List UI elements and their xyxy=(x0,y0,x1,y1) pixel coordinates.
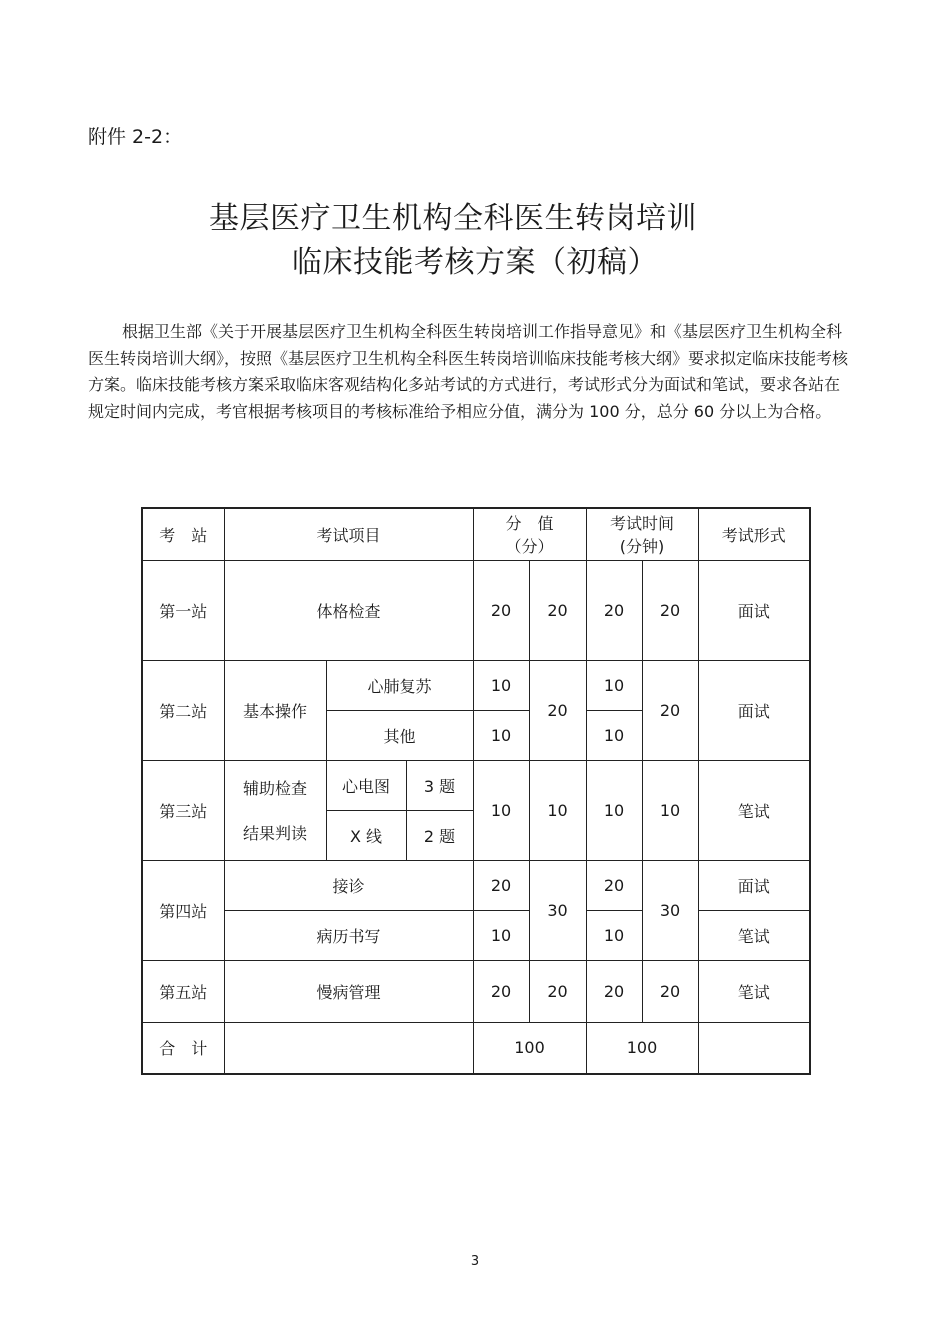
time-cell: 20 xyxy=(642,560,698,660)
table-row xyxy=(142,760,810,810)
time-cell: 10 xyxy=(586,910,642,960)
item-line: 结果判读 xyxy=(242,824,307,843)
format-cell: 笔试 xyxy=(698,910,810,960)
exam-schedule-table xyxy=(141,507,811,1075)
question-count-cell: 2 题 xyxy=(406,810,473,860)
question-count-cell: 3 题 xyxy=(406,760,473,810)
score-cell: 10 xyxy=(473,710,529,760)
table-row xyxy=(142,560,810,660)
table-row xyxy=(142,660,810,710)
total-time: 100 xyxy=(586,1022,698,1074)
table-header-row xyxy=(142,508,810,560)
format-cell: 笔试 xyxy=(698,960,810,1022)
time-cell: 20 xyxy=(642,960,698,1022)
score-cell: 10 xyxy=(473,910,529,960)
score-total-cell: 30 xyxy=(529,860,586,960)
item-cell: 基本操作 xyxy=(224,660,326,760)
sub-item-cell: 心电图 xyxy=(326,760,406,810)
score-cell: 20 xyxy=(529,960,586,1022)
station-cell: 第三站 xyxy=(142,760,224,860)
item-cell: 病历书写 xyxy=(224,910,473,960)
intro-text: 根据卫生部《关于开展基层医疗卫生机构全科医生转岗培训工作指导意见》和《基层医疗卫生机构全科医生转岗培训大纲》，按照《基层医疗卫生机构全科医生转岗培训临床技能考核大纲》要求拟定临床技能考核方案。临床技能考核方案采取临床客观结构化多站考试的方式进行，考试形式分为面试和笔试，要求各站在规定时间内完成，考官根据考核项目的考核标准给予相应分值，满分为 100 分，总分 60 分以上为合格。 xyxy=(88,322,849,421)
item-cell: 接诊 xyxy=(224,860,473,910)
header-time-label: 考试时间 xyxy=(610,514,675,534)
table-row xyxy=(142,860,810,910)
attachment-label: 附件 2-2： xyxy=(88,126,183,148)
table-row xyxy=(142,910,810,960)
format-cell: 面试 xyxy=(698,860,810,910)
item-cell xyxy=(224,760,326,860)
time-cell: 20 xyxy=(586,960,642,1022)
header-item: 考试项目 xyxy=(224,508,473,560)
time-total-cell: 20 xyxy=(642,660,698,760)
document-title-line2: 临床技能考核方案（初稿） xyxy=(292,245,658,280)
header-score xyxy=(473,508,586,560)
header-station: 考 站 xyxy=(142,508,224,560)
header-format: 考试形式 xyxy=(698,508,810,560)
time-cell: 10 xyxy=(642,760,698,860)
time-total-cell: 30 xyxy=(642,860,698,960)
score-cell: 10 xyxy=(529,760,586,860)
score-cell: 10 xyxy=(473,760,529,860)
item-line: 辅助检查 xyxy=(242,779,307,798)
item-cell: 体格检查 xyxy=(224,560,473,660)
station-cell: 第一站 xyxy=(142,560,224,660)
score-cell: 20 xyxy=(529,560,586,660)
score-cell: 10 xyxy=(473,660,529,710)
score-cell: 20 xyxy=(473,860,529,910)
sub-item-cell: X 线 xyxy=(326,810,406,860)
total-label: 合 计 xyxy=(142,1022,224,1074)
table-row xyxy=(142,960,810,1022)
time-cell: 10 xyxy=(586,710,642,760)
sub-item-cell: 其他 xyxy=(326,710,473,760)
header-score-unit: （分） xyxy=(505,537,554,557)
score-total-cell: 20 xyxy=(529,660,586,760)
header-time xyxy=(586,508,698,560)
format-cell: 笔试 xyxy=(698,760,810,860)
station-cell: 第四站 xyxy=(142,860,224,960)
total-row xyxy=(142,1022,810,1074)
format-cell: 面试 xyxy=(698,560,810,660)
time-cell: 20 xyxy=(586,860,642,910)
total-score: 100 xyxy=(473,1022,586,1074)
document-title-line1: 基层医疗卫生机构全科医生转岗培训 xyxy=(209,201,697,236)
total-item-empty xyxy=(224,1022,473,1074)
header-time-unit: (分钟) xyxy=(619,537,665,557)
sub-item-cell: 心肺复苏 xyxy=(326,660,473,710)
score-cell: 20 xyxy=(473,960,529,1022)
item-cell: 慢病管理 xyxy=(224,960,473,1022)
score-cell: 20 xyxy=(473,560,529,660)
format-cell: 面试 xyxy=(698,660,810,760)
station-cell: 第二站 xyxy=(142,660,224,760)
page-number: 3 xyxy=(470,1254,480,1269)
time-cell: 10 xyxy=(586,660,642,710)
time-cell: 20 xyxy=(586,560,642,660)
time-cell: 10 xyxy=(586,760,642,860)
intro-paragraph xyxy=(88,319,848,425)
total-format-empty xyxy=(698,1022,810,1074)
header-score-label: 分 值 xyxy=(505,514,554,534)
station-cell: 第五站 xyxy=(142,960,224,1022)
